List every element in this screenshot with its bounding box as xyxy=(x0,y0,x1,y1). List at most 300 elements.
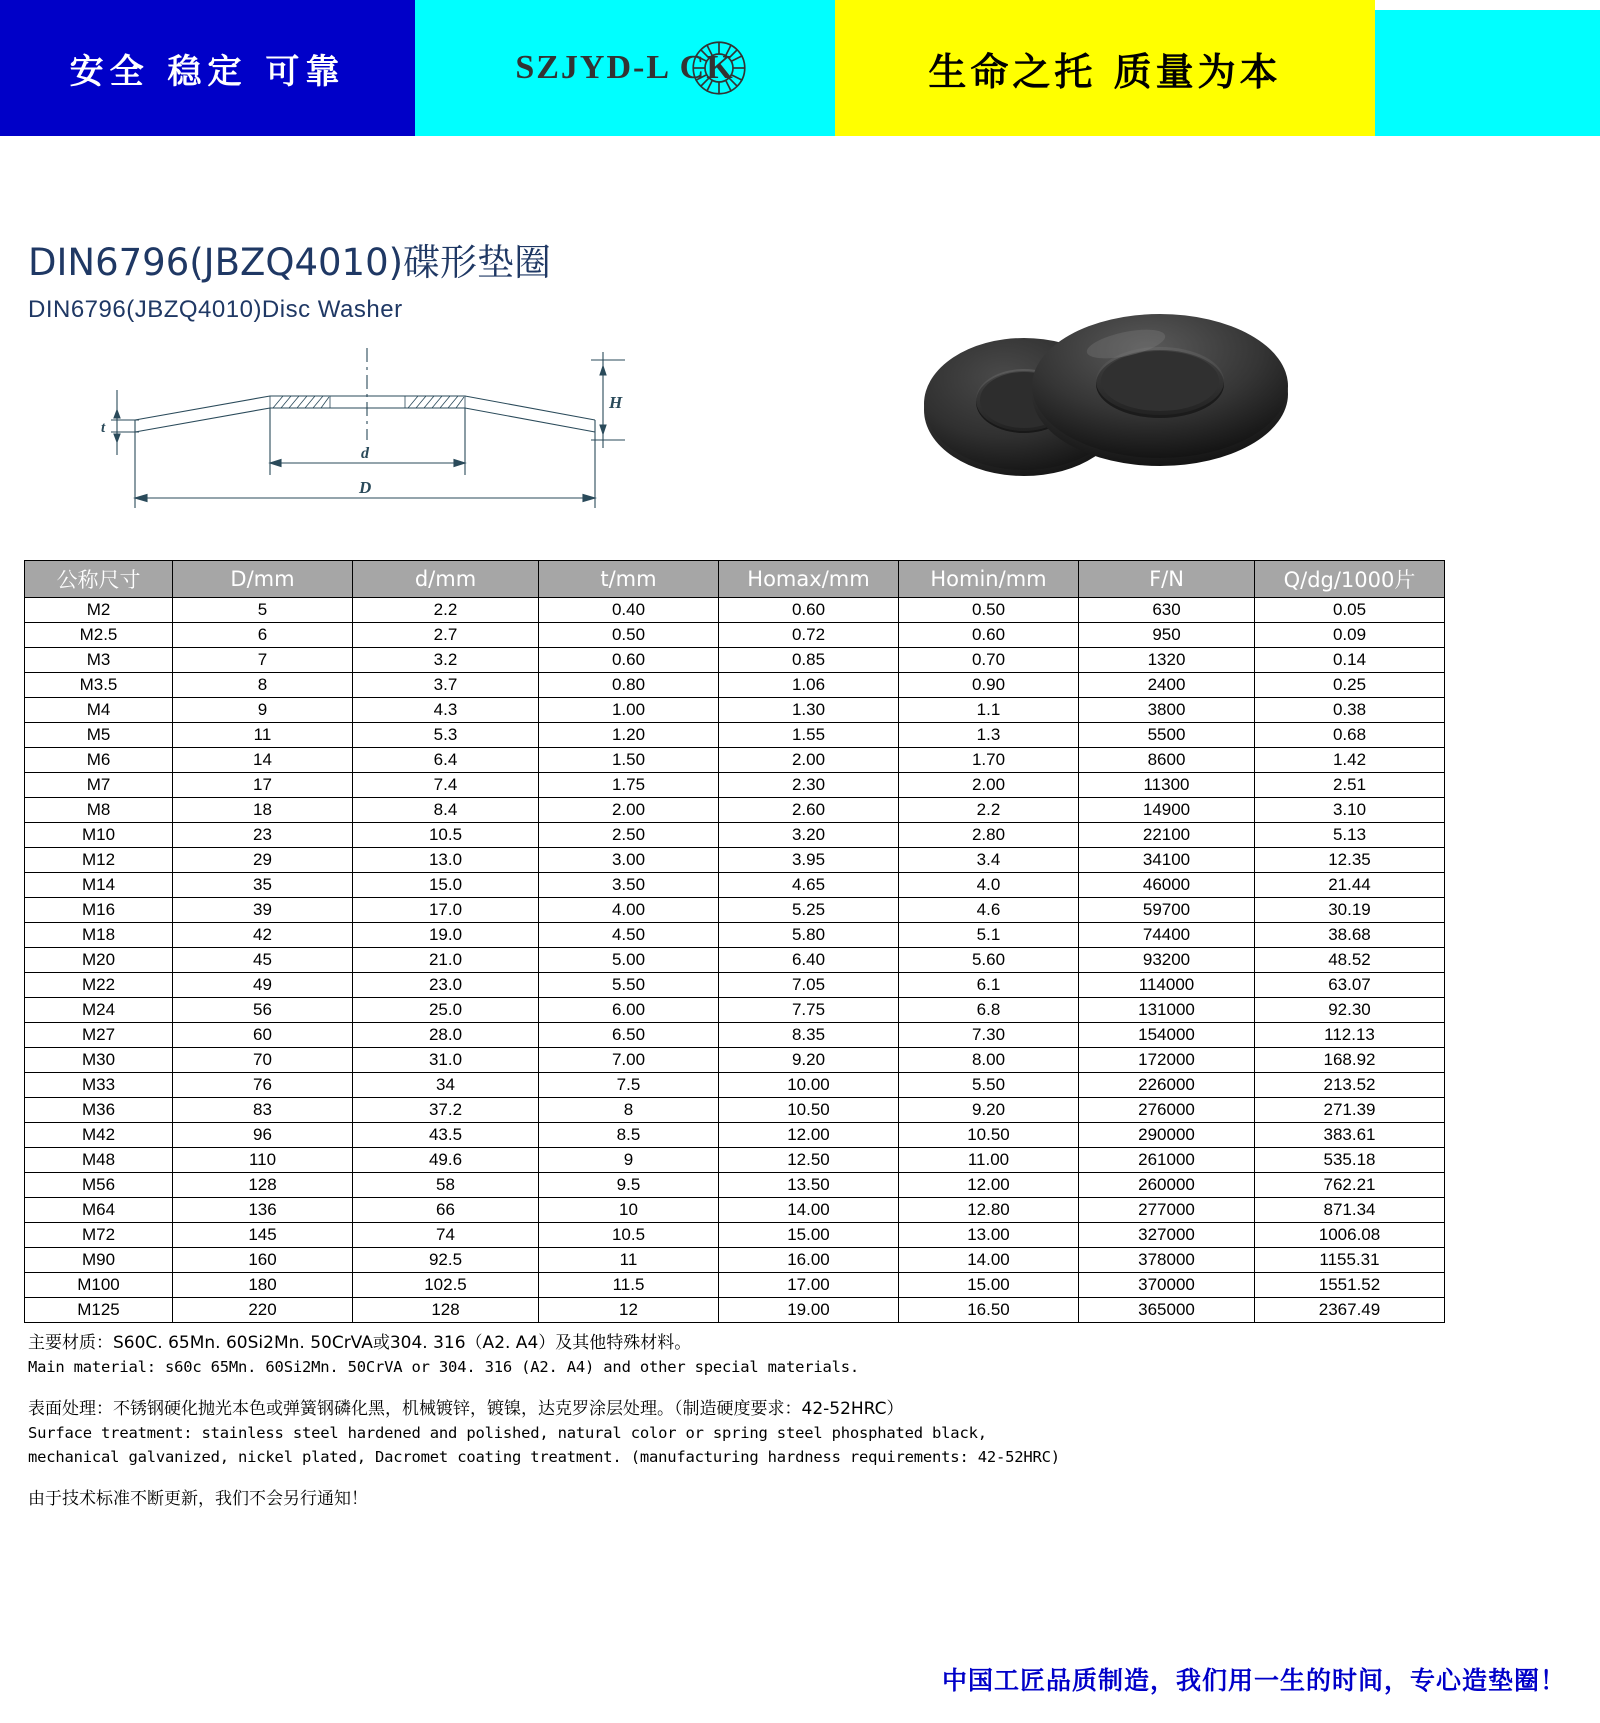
cell-d: 3.2 xyxy=(353,648,539,673)
col-header-homin: Homin/mm xyxy=(899,561,1079,598)
cell-t: 3.50 xyxy=(539,873,719,898)
cell-d: 37.2 xyxy=(353,1098,539,1123)
note-surface-en-2: mechanical galvanized, nickel plated, Dacromet coating treatment. (manufacturing hardness requirements: 42-52HRC) xyxy=(28,1448,1060,1466)
cell-homax: 9.20 xyxy=(719,1048,899,1073)
table-row xyxy=(25,598,1445,623)
cell-D: 45 xyxy=(173,948,353,973)
cell-D: 180 xyxy=(173,1273,353,1298)
cell-nominal: M2 xyxy=(25,598,173,623)
table-row xyxy=(25,1123,1445,1148)
cell-nominal: M7 xyxy=(25,773,173,798)
cell-t: 5.00 xyxy=(539,948,719,973)
cell-homin: 0.70 xyxy=(899,648,1079,673)
cell-Q: 2.51 xyxy=(1255,773,1445,798)
cell-homin: 3.4 xyxy=(899,848,1079,873)
note-spacer-1 xyxy=(28,1379,1428,1397)
cell-homax: 7.75 xyxy=(719,998,899,1023)
note-update-cn: 由于技术标准不断更新，我们不会另行通知！ xyxy=(28,1489,368,1509)
cell-nominal: M3.5 xyxy=(25,673,173,698)
cell-d: 25.0 xyxy=(353,998,539,1023)
cell-nominal: M3 xyxy=(25,648,173,673)
cell-F: 114000 xyxy=(1079,973,1255,998)
cell-homin: 2.80 xyxy=(899,823,1079,848)
cell-homax: 8.35 xyxy=(719,1023,899,1048)
cell-homin: 2.00 xyxy=(899,773,1079,798)
banner-cyan-tail xyxy=(1375,0,1600,136)
cell-homax: 12.50 xyxy=(719,1148,899,1173)
cell-F: 46000 xyxy=(1079,873,1255,898)
cell-nominal: M27 xyxy=(25,1023,173,1048)
cell-F: 8600 xyxy=(1079,748,1255,773)
table-row xyxy=(25,798,1445,823)
header-banner xyxy=(0,0,1600,136)
cell-homax: 14.00 xyxy=(719,1198,899,1223)
cell-F: 260000 xyxy=(1079,1173,1255,1198)
table-row xyxy=(25,948,1445,973)
cell-d: 2.7 xyxy=(353,623,539,648)
cell-t: 4.00 xyxy=(539,898,719,923)
drawing-label-D: D xyxy=(359,478,372,497)
cell-homin: 5.1 xyxy=(899,923,1079,948)
table-row xyxy=(25,898,1445,923)
cell-nominal: M22 xyxy=(25,973,173,998)
cell-homin: 14.00 xyxy=(899,1248,1079,1273)
cell-t: 9 xyxy=(539,1148,719,1173)
cell-Q: 2367.49 xyxy=(1255,1298,1445,1323)
cell-Q: 3.10 xyxy=(1255,798,1445,823)
cell-Q: 383.61 xyxy=(1255,1123,1445,1148)
table-row xyxy=(25,748,1445,773)
cell-F: 59700 xyxy=(1079,898,1255,923)
cell-F: 34100 xyxy=(1079,848,1255,873)
cell-F: 290000 xyxy=(1079,1123,1255,1148)
cell-homax: 19.00 xyxy=(719,1298,899,1323)
cell-D: 145 xyxy=(173,1223,353,1248)
cell-d: 21.0 xyxy=(353,948,539,973)
drawing-label-d: d xyxy=(361,445,369,462)
cell-F: 226000 xyxy=(1079,1073,1255,1098)
slogan-right: 生命之托 质量为本 xyxy=(928,49,1282,94)
cell-Q: 21.44 xyxy=(1255,873,1445,898)
table-row xyxy=(25,1248,1445,1273)
banner-white-strip xyxy=(1375,0,1600,10)
cell-homin: 6.1 xyxy=(899,973,1079,998)
cell-nominal: M14 xyxy=(25,873,173,898)
cell-F: 378000 xyxy=(1079,1248,1255,1273)
cell-d: 49.6 xyxy=(353,1148,539,1173)
table-row xyxy=(25,823,1445,848)
cell-d: 31.0 xyxy=(353,1048,539,1073)
cell-homin: 5.60 xyxy=(899,948,1079,973)
cell-F: 630 xyxy=(1079,598,1255,623)
cell-D: 7 xyxy=(173,648,353,673)
cell-F: 2400 xyxy=(1079,673,1255,698)
cell-d: 17.0 xyxy=(353,898,539,923)
cell-Q: 112.13 xyxy=(1255,1023,1445,1048)
cell-Q: 12.35 xyxy=(1255,848,1445,873)
cell-t: 6.00 xyxy=(539,998,719,1023)
cell-homin: 8.00 xyxy=(899,1048,1079,1073)
cell-D: 35 xyxy=(173,873,353,898)
cell-homin: 13.00 xyxy=(899,1223,1079,1248)
cell-D: 14 xyxy=(173,748,353,773)
cell-d: 8.4 xyxy=(353,798,539,823)
cell-homin: 10.50 xyxy=(899,1123,1079,1148)
cell-nominal: M8 xyxy=(25,798,173,823)
cell-homin: 6.8 xyxy=(899,998,1079,1023)
cell-homin: 15.00 xyxy=(899,1273,1079,1298)
cell-D: 49 xyxy=(173,973,353,998)
cell-t: 1.20 xyxy=(539,723,719,748)
cell-homin: 11.00 xyxy=(899,1148,1079,1173)
cell-nominal: M64 xyxy=(25,1198,173,1223)
cell-nominal: M33 xyxy=(25,1073,173,1098)
cell-F: 5500 xyxy=(1079,723,1255,748)
cell-F: 11300 xyxy=(1079,773,1255,798)
cell-F: 365000 xyxy=(1079,1298,1255,1323)
cell-homax: 0.72 xyxy=(719,623,899,648)
cell-d: 2.2 xyxy=(353,598,539,623)
cell-d: 10.5 xyxy=(353,823,539,848)
cell-D: 96 xyxy=(173,1123,353,1148)
cell-d: 13.0 xyxy=(353,848,539,873)
cell-homax: 15.00 xyxy=(719,1223,899,1248)
cell-nominal: M10 xyxy=(25,823,173,848)
cell-d: 5.3 xyxy=(353,723,539,748)
cell-D: 56 xyxy=(173,998,353,1023)
cell-homax: 1.55 xyxy=(719,723,899,748)
cell-Q: 0.68 xyxy=(1255,723,1445,748)
cell-homax: 12.00 xyxy=(719,1123,899,1148)
spec-table-wrap xyxy=(24,560,1424,1323)
cell-nominal: M48 xyxy=(25,1148,173,1173)
table-row xyxy=(25,1173,1445,1198)
table-row xyxy=(25,1073,1445,1098)
cell-D: 17 xyxy=(173,773,353,798)
cell-t: 7.5 xyxy=(539,1073,719,1098)
cell-D: 29 xyxy=(173,848,353,873)
cell-nominal: M6 xyxy=(25,748,173,773)
table-row xyxy=(25,1198,1445,1223)
col-header-D: D/mm xyxy=(173,561,353,598)
cell-homax: 2.60 xyxy=(719,798,899,823)
cell-t: 4.50 xyxy=(539,923,719,948)
cell-D: 83 xyxy=(173,1098,353,1123)
cell-Q: 48.52 xyxy=(1255,948,1445,973)
cell-t: 0.50 xyxy=(539,623,719,648)
footer xyxy=(0,1661,1600,1697)
cell-nominal: M72 xyxy=(25,1223,173,1248)
cell-t: 11.5 xyxy=(539,1273,719,1298)
cell-D: 23 xyxy=(173,823,353,848)
cell-F: 14900 xyxy=(1079,798,1255,823)
notes-block xyxy=(28,1331,1428,1511)
cell-d: 92.5 xyxy=(353,1248,539,1273)
cell-t: 0.60 xyxy=(539,648,719,673)
cell-homin: 16.50 xyxy=(899,1298,1079,1323)
table-row xyxy=(25,1223,1445,1248)
cell-homin: 2.2 xyxy=(899,798,1079,823)
cell-Q: 535.18 xyxy=(1255,1148,1445,1173)
logo-text: SZJYD-L CK xyxy=(515,49,735,86)
cell-d: 19.0 xyxy=(353,923,539,948)
page-title: DIN6796(JBZQ4010)碟形垫圈 xyxy=(28,241,552,284)
cell-t: 8.5 xyxy=(539,1123,719,1148)
cell-d: 128 xyxy=(353,1298,539,1323)
table-row xyxy=(25,1148,1445,1173)
cell-D: 18 xyxy=(173,798,353,823)
cell-Q: 30.19 xyxy=(1255,898,1445,923)
cell-t: 1.75 xyxy=(539,773,719,798)
cell-D: 76 xyxy=(173,1073,353,1098)
table-row xyxy=(25,1298,1445,1323)
cell-nominal: M125 xyxy=(25,1298,173,1323)
cell-Q: 213.52 xyxy=(1255,1073,1445,1098)
cell-nominal: M4 xyxy=(25,698,173,723)
note-surface-cn: 表面处理：不锈钢硬化抛光本色或弹簧钢磷化黑，机械镀锌，镀镍，达克罗涂层处理。（制造硬度要求：42-52HRC） xyxy=(28,1399,904,1419)
cell-t: 5.50 xyxy=(539,973,719,998)
cell-t: 0.80 xyxy=(539,673,719,698)
cell-Q: 92.30 xyxy=(1255,998,1445,1023)
cell-D: 110 xyxy=(173,1148,353,1173)
cell-D: 5 xyxy=(173,598,353,623)
page-subtitle: DIN6796(JBZQ4010)Disc Washer xyxy=(28,296,403,323)
cell-Q: 5.13 xyxy=(1255,823,1445,848)
cell-homax: 6.40 xyxy=(719,948,899,973)
cell-D: 160 xyxy=(173,1248,353,1273)
cell-homax: 5.25 xyxy=(719,898,899,923)
cell-homax: 3.20 xyxy=(719,823,899,848)
col-header-nominal: 公称尺寸 xyxy=(25,561,173,598)
cell-Q: 0.14 xyxy=(1255,648,1445,673)
cell-t: 10.5 xyxy=(539,1223,719,1248)
footer-slogan: 中国工匠品质制造，我们用一生的时间，专心造垫圈！ xyxy=(941,1666,1566,1695)
cell-D: 6 xyxy=(173,623,353,648)
cell-F: 261000 xyxy=(1079,1148,1255,1173)
cell-nominal: M24 xyxy=(25,998,173,1023)
cell-F: 172000 xyxy=(1079,1048,1255,1073)
cell-nominal: M56 xyxy=(25,1173,173,1198)
table-row xyxy=(25,923,1445,948)
cell-homin: 0.50 xyxy=(899,598,1079,623)
cell-F: 131000 xyxy=(1079,998,1255,1023)
cell-F: 93200 xyxy=(1079,948,1255,973)
cell-homax: 4.65 xyxy=(719,873,899,898)
cell-F: 277000 xyxy=(1079,1198,1255,1223)
cell-F: 276000 xyxy=(1079,1098,1255,1123)
table-row xyxy=(25,873,1445,898)
cell-t: 3.00 xyxy=(539,848,719,873)
banner-logo-panel xyxy=(415,0,835,136)
cell-homin: 7.30 xyxy=(899,1023,1079,1048)
cell-Q: 762.21 xyxy=(1255,1173,1445,1198)
product-photo xyxy=(900,300,1320,520)
table-row xyxy=(25,698,1445,723)
cell-homax: 17.00 xyxy=(719,1273,899,1298)
cell-homin: 4.6 xyxy=(899,898,1079,923)
cell-homin: 0.90 xyxy=(899,673,1079,698)
cell-t: 2.00 xyxy=(539,798,719,823)
cell-homax: 7.05 xyxy=(719,973,899,998)
col-header-t: t/mm xyxy=(539,561,719,598)
cell-Q: 0.38 xyxy=(1255,698,1445,723)
spec-table xyxy=(24,560,1445,1323)
table-row xyxy=(25,848,1445,873)
cell-F: 1320 xyxy=(1079,648,1255,673)
col-header-d: d/mm xyxy=(353,561,539,598)
cell-Q: 1.42 xyxy=(1255,748,1445,773)
disc-washer-drawing xyxy=(95,330,635,520)
table-row xyxy=(25,973,1445,998)
cell-D: 39 xyxy=(173,898,353,923)
cell-d: 66 xyxy=(353,1198,539,1223)
cell-t: 12 xyxy=(539,1298,719,1323)
cell-nominal: M36 xyxy=(25,1098,173,1123)
cell-d: 23.0 xyxy=(353,973,539,998)
slogan-left: 安全 稳定 可靠 xyxy=(69,51,346,92)
cell-homax: 3.95 xyxy=(719,848,899,873)
table-row xyxy=(25,673,1445,698)
cell-Q: 1551.52 xyxy=(1255,1273,1445,1298)
cell-homin: 12.80 xyxy=(899,1198,1079,1223)
cell-homax: 16.00 xyxy=(719,1248,899,1273)
cell-F: 370000 xyxy=(1079,1273,1255,1298)
cell-homin: 0.60 xyxy=(899,623,1079,648)
cell-d: 7.4 xyxy=(353,773,539,798)
cell-F: 74400 xyxy=(1079,923,1255,948)
cell-d: 28.0 xyxy=(353,1023,539,1048)
cell-d: 34 xyxy=(353,1073,539,1098)
banner-blue-panel xyxy=(0,0,415,136)
drawing-label-t: t xyxy=(101,420,106,436)
table-row xyxy=(25,1273,1445,1298)
cell-t: 9.5 xyxy=(539,1173,719,1198)
cell-nominal: M20 xyxy=(25,948,173,973)
cell-homax: 0.60 xyxy=(719,598,899,623)
cell-D: 42 xyxy=(173,923,353,948)
cell-nominal: M30 xyxy=(25,1048,173,1073)
drawing-label-H: H xyxy=(609,393,623,412)
cell-nominal: M90 xyxy=(25,1248,173,1273)
cell-Q: 63.07 xyxy=(1255,973,1445,998)
cell-Q: 0.09 xyxy=(1255,623,1445,648)
cell-Q: 0.25 xyxy=(1255,673,1445,698)
cell-Q: 1155.31 xyxy=(1255,1248,1445,1273)
table-row xyxy=(25,1023,1445,1048)
cell-F: 22100 xyxy=(1079,823,1255,848)
cell-d: 58 xyxy=(353,1173,539,1198)
cell-homin: 9.20 xyxy=(899,1098,1079,1123)
cell-t: 1.00 xyxy=(539,698,719,723)
cell-homin: 5.50 xyxy=(899,1073,1079,1098)
cell-D: 60 xyxy=(173,1023,353,1048)
cell-t: 11 xyxy=(539,1248,719,1273)
cell-nominal: M16 xyxy=(25,898,173,923)
cell-homin: 4.0 xyxy=(899,873,1079,898)
cell-t: 2.50 xyxy=(539,823,719,848)
cell-homin: 1.3 xyxy=(899,723,1079,748)
table-row xyxy=(25,1098,1445,1123)
spec-table-body xyxy=(25,598,1445,1323)
cell-Q: 1006.08 xyxy=(1255,1223,1445,1248)
cell-Q: 0.05 xyxy=(1255,598,1445,623)
cell-homax: 0.85 xyxy=(719,648,899,673)
table-row xyxy=(25,723,1445,748)
cell-t: 1.50 xyxy=(539,748,719,773)
cell-D: 70 xyxy=(173,1048,353,1073)
cell-d: 43.5 xyxy=(353,1123,539,1148)
cell-nominal: M100 xyxy=(25,1273,173,1298)
cell-homin: 1.70 xyxy=(899,748,1079,773)
table-row xyxy=(25,998,1445,1023)
col-header-Q: Q/dg/1000片 xyxy=(1255,561,1445,598)
cell-nominal: M18 xyxy=(25,923,173,948)
cell-F: 950 xyxy=(1079,623,1255,648)
cell-d: 3.7 xyxy=(353,673,539,698)
cell-homax: 1.30 xyxy=(719,698,899,723)
cell-homax: 1.06 xyxy=(719,673,899,698)
cell-d: 74 xyxy=(353,1223,539,1248)
cell-homax: 10.00 xyxy=(719,1073,899,1098)
note-spacer-2 xyxy=(28,1469,1428,1487)
cell-d: 102.5 xyxy=(353,1273,539,1298)
cell-t: 0.40 xyxy=(539,598,719,623)
table-row xyxy=(25,623,1445,648)
cell-Q: 871.34 xyxy=(1255,1198,1445,1223)
table-header-row xyxy=(25,561,1445,598)
page-title-block xyxy=(28,232,551,324)
col-header-F: F/N xyxy=(1079,561,1255,598)
cell-F: 327000 xyxy=(1079,1223,1255,1248)
cell-D: 8 xyxy=(173,673,353,698)
table-row xyxy=(25,648,1445,673)
cell-D: 9 xyxy=(173,698,353,723)
cell-d: 6.4 xyxy=(353,748,539,773)
cell-D: 128 xyxy=(173,1173,353,1198)
company-logo xyxy=(515,49,734,87)
cell-homax: 2.00 xyxy=(719,748,899,773)
cell-homin: 1.1 xyxy=(899,698,1079,723)
cell-homax: 5.80 xyxy=(719,923,899,948)
cell-nominal: M42 xyxy=(25,1123,173,1148)
table-row xyxy=(25,773,1445,798)
note-material-en: Main material: s60c 65Mn. 60Si2Mn. 50CrVA or 304. 316 (A2. A4) and other special materials. xyxy=(28,1358,859,1376)
banner-yellow-panel xyxy=(835,0,1375,136)
cell-d: 15.0 xyxy=(353,873,539,898)
cell-homax: 13.50 xyxy=(719,1173,899,1198)
note-surface-en-1: Surface treatment: stainless steel hardened and polished, natural color or spring steel phosphated black, xyxy=(28,1424,987,1442)
cell-nominal: M2.5 xyxy=(25,623,173,648)
cell-d: 4.3 xyxy=(353,698,539,723)
cell-Q: 271.39 xyxy=(1255,1098,1445,1123)
cell-D: 136 xyxy=(173,1198,353,1223)
cell-F: 154000 xyxy=(1079,1023,1255,1048)
cell-Q: 38.68 xyxy=(1255,923,1445,948)
cell-nominal: M5 xyxy=(25,723,173,748)
cell-homin: 12.00 xyxy=(899,1173,1079,1198)
note-material-cn: 主要材质：S60C. 65Mn. 60Si2Mn. 50CrVA或304. 316（A2. A4）及其他特殊材料。 xyxy=(28,1333,692,1353)
cell-homax: 2.30 xyxy=(719,773,899,798)
cell-t: 10 xyxy=(539,1198,719,1223)
cell-D: 220 xyxy=(173,1298,353,1323)
cell-t: 7.00 xyxy=(539,1048,719,1073)
cell-homax: 10.50 xyxy=(719,1098,899,1123)
gear-icon xyxy=(691,40,747,96)
cell-t: 8 xyxy=(539,1098,719,1123)
cell-D: 11 xyxy=(173,723,353,748)
cell-F: 3800 xyxy=(1079,698,1255,723)
table-row xyxy=(25,1048,1445,1073)
